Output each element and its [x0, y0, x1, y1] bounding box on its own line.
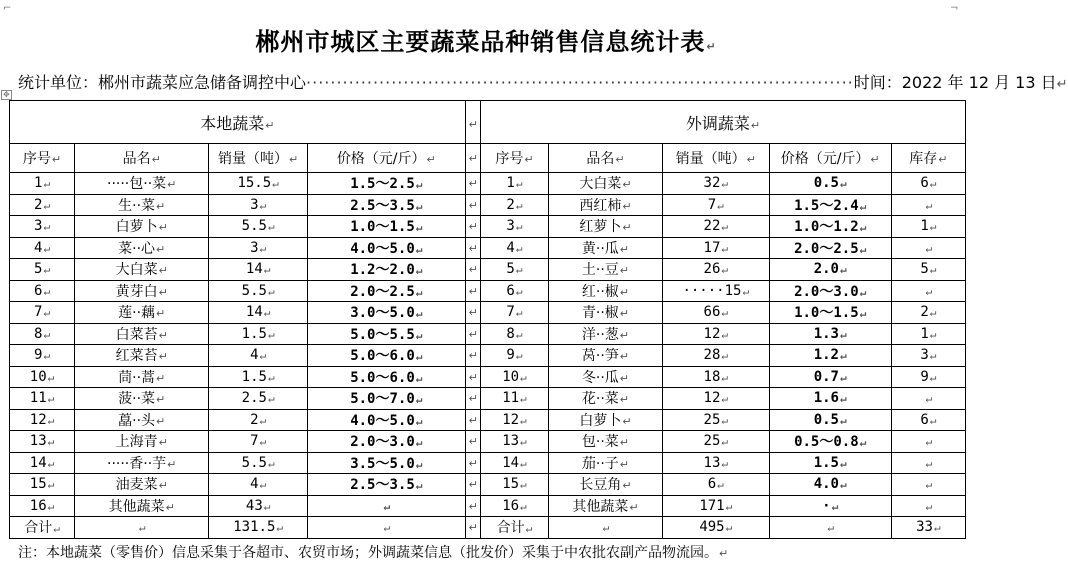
table-row — [10, 495, 966, 517]
cell-imported-qty: 18↵ — [662, 366, 769, 388]
header-local-price: 价格（元/斤）↵ — [307, 144, 465, 173]
footnote: 注：本地蔬菜（零售价）信息采集于各超市、农贸市场；外调蔬菜信息（批发价）采集于中农批农副产品物流园。↵ — [18, 545, 729, 561]
cell-local-name: 菜··心↵ — [75, 237, 209, 259]
leader-dots: ·························································································· — [306, 73, 854, 92]
cell-local-price: 4.0～5.0↵ — [307, 409, 465, 431]
cell-imported-price: ·↵ — [769, 495, 891, 517]
cell-local-qty: 4↵ — [209, 345, 308, 367]
cell-local-qty: 5.5↵ — [209, 280, 308, 302]
cell-local-price: 2.5～3.5↵ — [307, 194, 465, 216]
page-title: 郴州市城区主要蔬菜品种销售信息统计表↵ — [255, 28, 717, 56]
separator-cell: ↵ — [465, 101, 480, 144]
cell-local-name: 红菜苔↵ — [75, 345, 209, 367]
cell-local-no: 16↵ — [10, 495, 75, 517]
paragraph-mark-icon: ↵ — [1056, 77, 1068, 92]
cell-imported-name: 其他蔬菜↵ — [549, 495, 663, 517]
table-row — [10, 323, 966, 345]
cell-local-price: 5.0～5.5↵ — [307, 323, 465, 345]
cell-local-price: 1.0～1.5↵ — [307, 216, 465, 238]
cell-local-qty: 4↵ — [209, 474, 308, 496]
sales-table — [9, 100, 966, 539]
cell-imported-no: 4↵ — [480, 237, 548, 259]
cell-imported-price: 4.0↵ — [769, 474, 891, 496]
cell-local-no: 1↵ — [10, 173, 75, 195]
cell-imported-no: 6↵ — [480, 280, 548, 302]
cell-local-no: 9↵ — [10, 345, 75, 367]
cell-local-name: 菠··菜↵ — [75, 388, 209, 410]
cell-imported-name: 大白菜↵ — [549, 173, 663, 195]
header-local-no: 序号↵ — [10, 144, 75, 173]
cell-imported-name: 土··豆↵ — [549, 259, 663, 281]
cell-imported-qty: 66↵ — [662, 302, 769, 324]
cell-local-no: 13↵ — [10, 431, 75, 453]
cell-imported-no: 15↵ — [480, 474, 548, 496]
cell-local-no: 7↵ — [10, 302, 75, 324]
cell-local-no: 8↵ — [10, 323, 75, 345]
separator-cell: ↵ — [465, 431, 480, 453]
header-imported-qty: 销量（吨）↵ — [662, 144, 769, 173]
separator-cell: ↵ — [465, 237, 480, 259]
total-local-qty: 131.5↵ — [209, 517, 308, 539]
cell-local-price: 5.0～6.0↵ — [307, 366, 465, 388]
cell-local-name: 油麦菜↵ — [75, 474, 209, 496]
cell-local-qty: 2↵ — [209, 409, 308, 431]
cell-imported-qty: 25↵ — [662, 409, 769, 431]
cell-imported-price: 0.5↵ — [769, 409, 891, 431]
cell-imported-name: 花··菜↵ — [549, 388, 663, 410]
cell-imported-stock: 6↵ — [891, 409, 965, 431]
cell-imported-price: 2.0↵ — [769, 259, 891, 281]
cell-local-no: 14↵ — [10, 452, 75, 474]
cell-imported-qty: 12↵ — [662, 388, 769, 410]
cell-imported-name: 黄··瓜↵ — [549, 237, 663, 259]
cell-local-qty: 43↵ — [209, 495, 308, 517]
cell-imported-name: 白萝卜↵ — [549, 409, 663, 431]
separator-cell: ↵ — [465, 259, 480, 281]
separator-cell: ↵ — [465, 194, 480, 216]
cell-imported-qty: 17↵ — [662, 237, 769, 259]
cell-imported-name: 莴··笋↵ — [549, 345, 663, 367]
header-imported-name: 品名↵ — [549, 144, 663, 173]
cell-imported-qty: 22↵ — [662, 216, 769, 238]
cell-imported-price: 1.3↵ — [769, 323, 891, 345]
cell-local-price: 5.0～6.0↵ — [307, 345, 465, 367]
corner-mark-top-right: ¬ — [950, 3, 959, 14]
separator-cell: ↵ — [465, 302, 480, 324]
cell-imported-no: 1↵ — [480, 173, 548, 195]
cell-local-name: 白菜苔↵ — [75, 323, 209, 345]
totals-row — [10, 517, 966, 539]
table-row — [10, 345, 966, 367]
cell-imported-no: 16↵ — [480, 495, 548, 517]
table-row — [10, 173, 966, 195]
cell-imported-price: 2.0～3.0↵ — [769, 280, 891, 302]
cell-local-price: 5.0～7.0↵ — [307, 388, 465, 410]
table-row — [10, 302, 966, 324]
header-imported-stock: 库存↵ — [891, 144, 965, 173]
header-local-name: 品名↵ — [75, 144, 209, 173]
cell-imported-price: 1.6↵ — [769, 388, 891, 410]
cell-local-price: 3.5～5.0↵ — [307, 452, 465, 474]
total-empty: ↵ — [307, 517, 465, 539]
total-empty: ↵ — [769, 517, 891, 539]
cell-local-no: 5↵ — [10, 259, 75, 281]
table-row — [10, 237, 966, 259]
cell-local-name: 上海青↵ — [75, 431, 209, 453]
cell-imported-price: 2.0～2.5↵ — [769, 237, 891, 259]
separator-cell: ↵ — [465, 409, 480, 431]
cell-imported-price: 1.0～1.2↵ — [769, 216, 891, 238]
separator-cell: ↵ — [465, 144, 480, 173]
cell-local-qty: 1.5↵ — [209, 323, 308, 345]
cell-local-name: 莲··藕↵ — [75, 302, 209, 324]
cell-imported-no: 14↵ — [480, 452, 548, 474]
separator-cell: ↵ — [465, 366, 480, 388]
cell-local-qty: 14↵ — [209, 259, 308, 281]
cell-local-no: 11↵ — [10, 388, 75, 410]
cell-imported-price: 1.5↵ — [769, 452, 891, 474]
cell-imported-name: 红··椒↵ — [549, 280, 663, 302]
cell-local-price: 1.2～2.0↵ — [307, 259, 465, 281]
cell-imported-no: 9↵ — [480, 345, 548, 367]
info-line — [18, 70, 1068, 93]
cell-imported-qty: 26↵ — [662, 259, 769, 281]
section-header-row — [10, 101, 966, 144]
cell-imported-stock: ↵ — [891, 431, 965, 453]
total-empty: ↵ — [549, 517, 663, 539]
cell-imported-name: 红萝卜↵ — [549, 216, 663, 238]
cell-local-qty: 7↵ — [209, 431, 308, 453]
cell-imported-qty: 12↵ — [662, 323, 769, 345]
separator-cell: ↵ — [465, 323, 480, 345]
cell-local-name: 其他蔬菜↵ — [75, 495, 209, 517]
cell-local-name: 大白菜↵ — [75, 259, 209, 281]
cell-imported-no: 5↵ — [480, 259, 548, 281]
cell-imported-qty: 171↵ — [662, 495, 769, 517]
cell-imported-stock: 9↵ — [891, 366, 965, 388]
cell-local-qty: 5.5↵ — [209, 452, 308, 474]
cell-imported-stock: ↵ — [891, 280, 965, 302]
cell-imported-no: 13↵ — [480, 431, 548, 453]
table-row — [10, 366, 966, 388]
cell-imported-no: 2↵ — [480, 194, 548, 216]
cell-imported-stock: ↵ — [891, 388, 965, 410]
cell-local-name: 生··菜↵ — [75, 194, 209, 216]
unit-label: 统计单位：郴州市蔬菜应急储备调控中心 — [18, 73, 307, 92]
cell-imported-qty: 6↵ — [662, 474, 769, 496]
cell-local-no: 4↵ — [10, 237, 75, 259]
cell-imported-stock: 2↵ — [891, 302, 965, 324]
cell-imported-stock: ↵ — [891, 495, 965, 517]
separator-cell: ↵ — [465, 495, 480, 517]
cell-imported-name: 洋··葱↵ — [549, 323, 663, 345]
cell-imported-no: 7↵ — [480, 302, 548, 324]
cell-imported-price: 0.5～0.8↵ — [769, 431, 891, 453]
cell-local-price: ↵ — [307, 495, 465, 517]
date-label: 时间：2022 年 12 月 13 日 — [853, 73, 1057, 92]
cell-imported-stock: ↵ — [891, 237, 965, 259]
separator-cell: ↵ — [465, 345, 480, 367]
cell-imported-qty: 13↵ — [662, 452, 769, 474]
total-imported-qty: 495↵ — [662, 517, 769, 539]
cell-local-price: 2.0～3.0↵ — [307, 431, 465, 453]
cell-local-qty: 15.5↵ — [209, 173, 308, 195]
table-row — [10, 280, 966, 302]
cell-imported-price: 1.0～1.5↵ — [769, 302, 891, 324]
cell-local-name: 茼··蒿↵ — [75, 366, 209, 388]
separator-cell: ↵ — [465, 474, 480, 496]
separator-cell: ↵ — [465, 280, 480, 302]
table-row — [10, 194, 966, 216]
cell-local-no: 6↵ — [10, 280, 75, 302]
cell-local-no: 2↵ — [10, 194, 75, 216]
cell-local-name: ·····包··菜↵ — [75, 173, 209, 195]
cell-imported-qty: 7↵ — [662, 194, 769, 216]
table-move-handle-icon[interactable]: ✥ — [3, 90, 10, 99]
cell-imported-no: 8↵ — [480, 323, 548, 345]
cell-imported-stock: ↵ — [891, 474, 965, 496]
cell-imported-no: 10↵ — [480, 366, 548, 388]
cell-local-qty: 14↵ — [209, 302, 308, 324]
table-row — [10, 259, 966, 281]
cell-local-qty: 3↵ — [209, 237, 308, 259]
cell-imported-stock: 1↵ — [891, 323, 965, 345]
cell-local-price: 1.5～2.5↵ — [307, 173, 465, 195]
cell-imported-stock: ↵ — [891, 452, 965, 474]
cell-local-name: 藠··头↵ — [75, 409, 209, 431]
cell-local-qty: 1.5↵ — [209, 366, 308, 388]
separator-cell: ↵ — [465, 388, 480, 410]
separator-cell: ↵ — [465, 452, 480, 474]
cell-imported-price: 0.7↵ — [769, 366, 891, 388]
cell-imported-qty: ·····15↵ — [662, 280, 769, 302]
total-label-local: 合计↵ — [10, 517, 75, 539]
cell-imported-price: 1.2↵ — [769, 345, 891, 367]
cell-local-qty: 3↵ — [209, 194, 308, 216]
separator-cell: ↵ — [465, 216, 480, 238]
cell-imported-stock: ↵ — [891, 194, 965, 216]
corner-mark-top-left: ⌐ — [3, 3, 12, 14]
cell-local-no: 15↵ — [10, 474, 75, 496]
table-row — [10, 452, 966, 474]
cell-imported-price: 0.5↵ — [769, 173, 891, 195]
cell-local-qty: 5.5↵ — [209, 216, 308, 238]
total-empty: ↵ — [75, 517, 209, 539]
cell-imported-qty: 28↵ — [662, 345, 769, 367]
cell-imported-stock: 1↵ — [891, 216, 965, 238]
cell-imported-name: 冬··瓜↵ — [549, 366, 663, 388]
cell-local-name: 白萝卜↵ — [75, 216, 209, 238]
total-label-imported: 合计↵ — [480, 517, 548, 539]
table-row — [10, 388, 966, 410]
cell-imported-stock: 6↵ — [891, 173, 965, 195]
cell-imported-name: 包··菜↵ — [549, 431, 663, 453]
cell-imported-no: 3↵ — [480, 216, 548, 238]
cell-imported-name: 青··椒↵ — [549, 302, 663, 324]
cell-imported-qty: 25↵ — [662, 431, 769, 453]
cell-local-price: 3.0～5.0↵ — [307, 302, 465, 324]
column-header-row — [10, 144, 966, 173]
table-row — [10, 431, 966, 453]
cell-imported-no: 12↵ — [480, 409, 548, 431]
cell-local-name: 黄芽白↵ — [75, 280, 209, 302]
cell-imported-name: 长豆角↵ — [549, 474, 663, 496]
table-row — [10, 409, 966, 431]
total-imported-stock: 33↵ — [891, 517, 965, 539]
table-row — [10, 216, 966, 238]
cell-local-price: 2.5～3.5↵ — [307, 474, 465, 496]
cell-local-price: 4.0～5.0↵ — [307, 237, 465, 259]
cell-local-no: 10↵ — [10, 366, 75, 388]
cell-local-no: 3↵ — [10, 216, 75, 238]
separator-cell: ↵ — [465, 173, 480, 195]
cell-local-name: ·····香··芋↵ — [75, 452, 209, 474]
cell-imported-name: 西红柿↵ — [549, 194, 663, 216]
cell-imported-qty: 32↵ — [662, 173, 769, 195]
cell-imported-stock: 5↵ — [891, 259, 965, 281]
cell-imported-no: 11↵ — [480, 388, 548, 410]
table-row — [10, 474, 966, 496]
header-imported-no: 序号↵ — [480, 144, 548, 173]
header-local-qty: 销量（吨）↵ — [209, 144, 308, 173]
section-local: 本地蔬菜↵ — [10, 101, 466, 144]
cell-imported-price: 1.5～2.4↵ — [769, 194, 891, 216]
header-imported-price: 价格（元/斤）↵ — [769, 144, 891, 173]
cell-local-no: 12↵ — [10, 409, 75, 431]
section-imported: 外调蔬菜↵ — [480, 101, 965, 144]
cell-local-qty: 2.5↵ — [209, 388, 308, 410]
cell-imported-stock: 3↵ — [891, 345, 965, 367]
cell-local-price: 2.0～2.5↵ — [307, 280, 465, 302]
separator-cell: ↵ — [465, 517, 480, 539]
cell-imported-name: 茄··子↵ — [549, 452, 663, 474]
